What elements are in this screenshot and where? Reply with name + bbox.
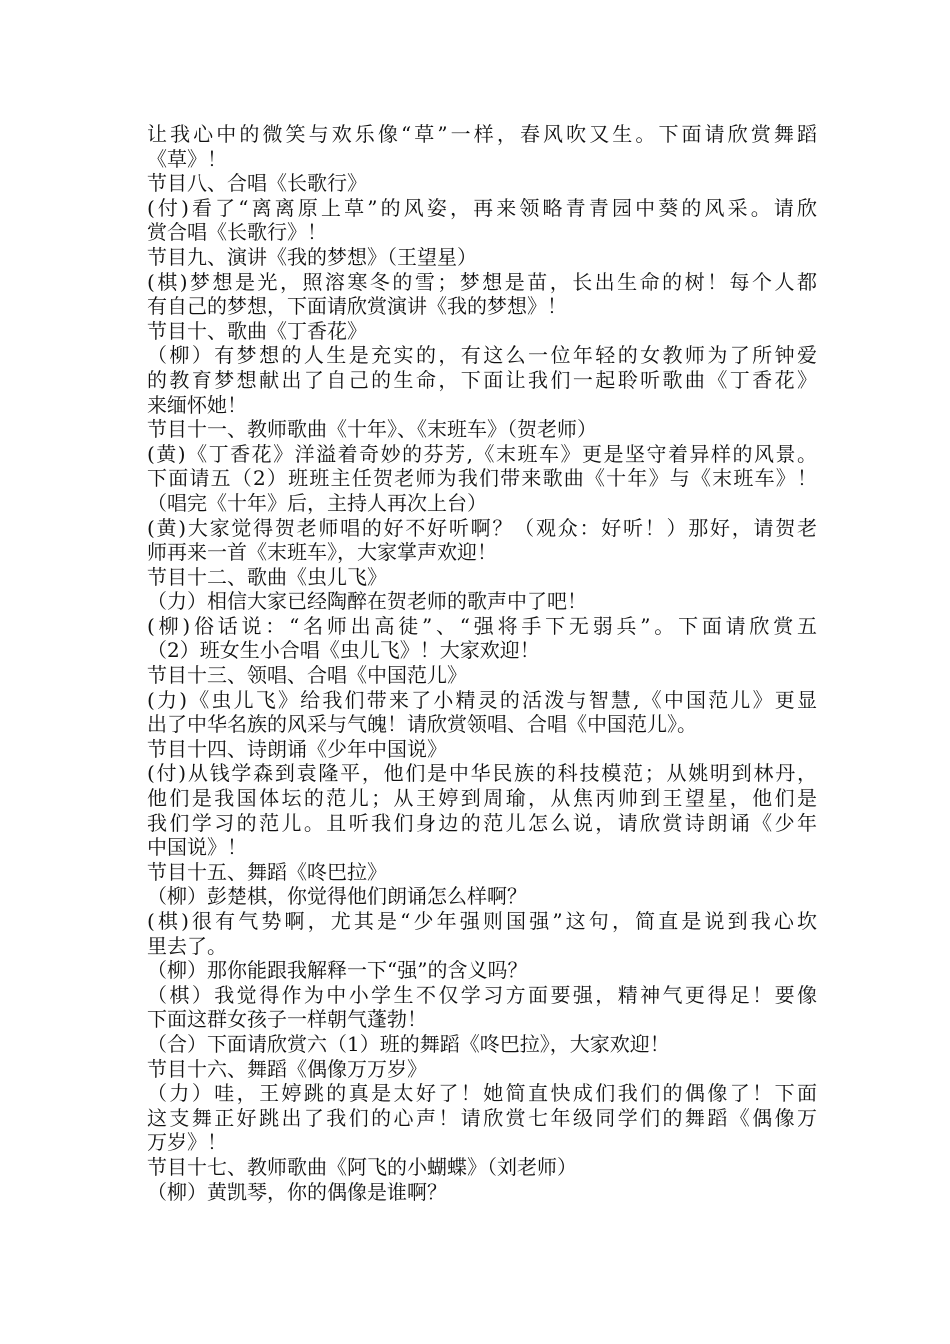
text-line: (黄)《丁香花》洋溢着奇妙的芬芳,《末班车》更是坚守着异样的风景。 <box>147 441 817 466</box>
text-line: 节目十七、教师歌曲《阿飞的小蝴蝶》（刘老师） <box>147 1154 577 1179</box>
text-line: (力)《虫儿飞》给我们带来了小精灵的活泼与智慧,《中国范儿》更显 <box>147 687 817 712</box>
text-line: （合）下面请欣赏六（1）班的舞蹈《咚巴拉》，大家欢迎！ <box>147 1031 670 1056</box>
text-line: （力）相信大家已经陶醉在贺老师的歌声中了吧！ <box>147 589 587 614</box>
text-line: 节目十、歌曲《丁香花》 <box>147 318 367 343</box>
text-line: （柳）那你能跟我解释一下“强”的含义吗？ <box>147 958 528 983</box>
text-line: 他们是我国体坛的范儿；从王婷到周瑜，从焦丙帅到王望星，他们是 <box>147 786 817 811</box>
text-line: 节目十四、诗朗诵《少年中国说》 <box>147 736 447 761</box>
text-line: 万岁》！ <box>147 1130 227 1155</box>
document-page <box>147 122 817 1204</box>
text-line: 节目十三、领唱、合唱《中国范儿》 <box>147 663 467 688</box>
text-line: (柳)俗话说：“名师出高徒”、“强将手下无弱兵”。下面请欣赏五 <box>147 613 817 638</box>
text-line: 师再来一首《末班车》，大家掌声欢迎！ <box>147 540 497 565</box>
text-line: 中国说》！ <box>147 835 247 860</box>
text-line: 节目十五、舞蹈《咚巴拉》 <box>147 859 387 884</box>
text-line: （唱完《十年》后，主持人再次上台） <box>147 490 487 515</box>
text-line: 有自己的梦想，下面请欣赏演讲《我的梦想》！ <box>147 294 567 319</box>
text-line: （力）哇，王婷跳的真是太好了！她简直快成们我们的偶像了！下面 <box>147 1081 817 1106</box>
text-line: 下面这群女孩子一样朝气蓬勃！ <box>147 1007 427 1032</box>
text-line: 节目十六、舞蹈《偶像万万岁》 <box>147 1056 427 1081</box>
text-line: 我们学习的范儿。且听我们身边的范儿怎么说，请欣赏诗朗诵《少年 <box>147 810 817 835</box>
text-line: （2）班女生小合唱《虫儿飞》！大家欢迎！ <box>147 638 540 663</box>
text-line: (棋)梦想是光，照溶寒冬的雪；梦想是苗，长出生命的树！每个人都 <box>147 269 817 294</box>
text-line: 里去了。 <box>147 933 227 958</box>
text-line: 来缅怀她！ <box>147 392 247 417</box>
text-line: 节目八、合唱《长歌行》 <box>147 171 367 196</box>
text-line: （棋）我觉得作为中小学生不仅学习方面要强，精神气更得足！要像 <box>147 982 817 1007</box>
text-line: 让我心中的微笑与欢乐像“草”一样，春风吹又生。下面请欣赏舞蹈 <box>147 122 817 146</box>
text-line: 节目十一、教师歌曲《十年》、《末班车》（贺老师） <box>147 417 597 442</box>
text-line: (黄)大家觉得贺老师唱的好不好听啊？（观众：好听！）那好，请贺老 <box>147 515 817 540</box>
text-line: 节目十二、歌曲《虫儿飞》 <box>147 564 387 589</box>
text-line: 《草》！ <box>147 146 227 171</box>
text-line: 这支舞正好跳出了我们的心声！请欣赏七年级同学们的舞蹈《偶像万 <box>147 1105 817 1130</box>
text-line: 的教育梦想献出了自己的生命，下面让我们一起聆听歌曲《丁香花》 <box>147 367 817 392</box>
text-line: 出了中华名族的风采与气魄！请欣赏领唱、合唱《中国范儿》。 <box>147 712 697 737</box>
text-line: 节目九、演讲《我的梦想》（王望星） <box>147 244 477 269</box>
text-line: 赏合唱《长歌行》！ <box>147 220 327 245</box>
text-line: 下面请五（2）班班主任贺老师为我们带来歌曲《十年》与《末班车》！ <box>147 466 817 491</box>
text-line: （柳）彭楚棋，你觉得他们朗诵怎么样啊？ <box>147 884 527 909</box>
text-line: （柳）有梦想的人生是充实的，有这么一位年轻的女教师为了所钟爱 <box>147 343 817 368</box>
text-line: (付)看了“离离原上草”的风姿，再来领略青青园中葵的风采。请欣 <box>147 195 817 220</box>
text-line: （柳）黄凯琴，你的偶像是谁啊？ <box>147 1179 447 1204</box>
text-line: (棋)很有气势啊，尤其是“少年强则国强”这句，简直是说到我心坎 <box>147 909 817 933</box>
text-line: (付)从钱学森到袁隆平，他们是中华民族的科技模范；从姚明到林丹， <box>147 761 817 786</box>
